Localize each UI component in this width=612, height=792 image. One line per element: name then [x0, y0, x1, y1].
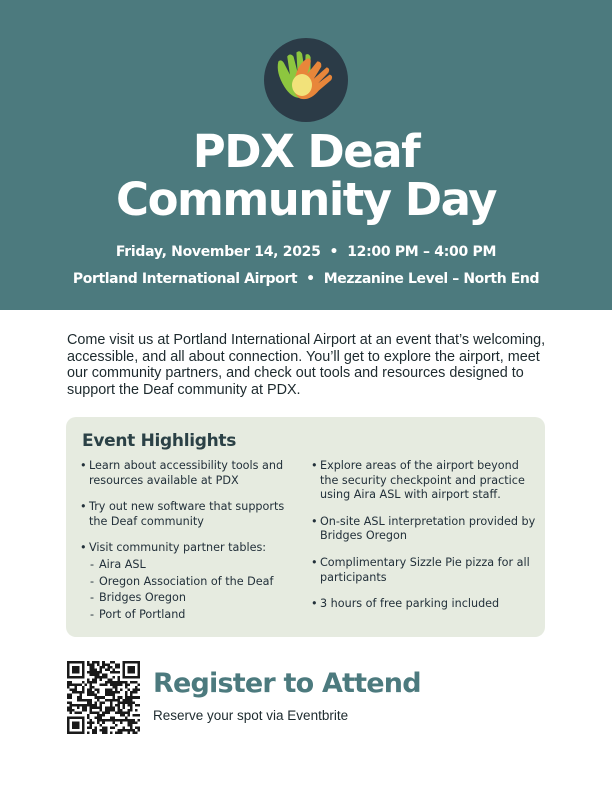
- event-time: 12:00 PM – 4:00 PM: [347, 244, 497, 260]
- highlight-text: Try out new software that supports the Deaf community: [89, 500, 285, 528]
- dash-icon: -: [90, 574, 95, 588]
- highlight-item: [311, 597, 536, 612]
- title-line-2: Community Day: [116, 173, 496, 226]
- highlight-text: On-site ASL interpretation provided by Bridges Oregon: [320, 514, 536, 543]
- register-subtitle: Reserve your spot via Eventbrite: [153, 708, 349, 723]
- partner-name: Oregon Association of the Deaf: [99, 574, 274, 588]
- highlights-title: Event Highlights: [82, 431, 237, 451]
- highlight-text: Visit community partner tables:: [89, 541, 267, 555]
- dash-icon: -: [90, 591, 95, 605]
- highlight-item: [311, 556, 536, 585]
- bullet-icon: •: [80, 459, 87, 472]
- bullet-icon: •: [311, 459, 318, 472]
- partner-item: [89, 591, 305, 606]
- partner-item: [89, 558, 305, 573]
- highlight-text: Explore areas of the airport beyond the security checkpoint and practice using Aira ASL with airport staff.: [320, 459, 525, 502]
- bullet-icon: •: [311, 555, 318, 569]
- highlight-text: 3 hours of free parking included: [320, 597, 500, 611]
- highlight-item: [80, 541, 305, 622]
- partner-name: Aira ASL: [99, 557, 146, 571]
- highlight-text: Learn about accessibility tools and resources available at PDX: [89, 459, 284, 487]
- highlight-text: Complimentary Sizzle Pie pizza for all participants: [320, 555, 530, 584]
- hands-logo-icon: [264, 38, 348, 122]
- highlights-left-column: [80, 459, 305, 634]
- register-heading: Register to Attend: [153, 668, 421, 699]
- event-venue: Mezzanine Level – North End: [323, 271, 540, 287]
- event-date: Friday, November 14, 2025: [115, 244, 321, 260]
- bullet-icon: •: [80, 541, 87, 555]
- partner-item: [89, 575, 305, 590]
- qr-code-icon[interactable]: [67, 661, 140, 734]
- location-line: [0, 271, 612, 287]
- event-location: Portland International Airport: [72, 271, 298, 287]
- highlight-item: [80, 500, 305, 529]
- intro-paragraph: Come visit us at Portland International Airport at an event that’s welcoming, accessible, and all about connection. You’ll get to explore the airport, meet our community partners, and check out tools and resources designed to support the Deaf community at PDX.: [67, 332, 546, 398]
- event-title: [0, 125, 612, 226]
- bullet-icon: •: [80, 500, 87, 514]
- event-highlights-box: [66, 417, 545, 637]
- bullet-icon: •: [311, 597, 318, 611]
- partner-name: Port of Portland: [99, 607, 186, 621]
- dash-icon: -: [90, 607, 95, 621]
- highlights-right-column: [311, 459, 536, 624]
- partner-item: [89, 608, 305, 623]
- highlight-item: [311, 459, 536, 503]
- dash-icon: -: [90, 557, 95, 571]
- header-banner: [0, 0, 612, 310]
- highlight-item: [80, 459, 305, 488]
- date-time-line: [0, 244, 612, 260]
- separator-dot: •: [306, 271, 315, 287]
- highlight-item: [311, 515, 536, 544]
- partner-name: Bridges Oregon: [99, 591, 186, 605]
- separator-dot: •: [329, 244, 339, 260]
- partner-list: [89, 558, 305, 622]
- bullet-icon: •: [311, 514, 318, 528]
- title-line-1: PDX Deaf: [192, 125, 420, 178]
